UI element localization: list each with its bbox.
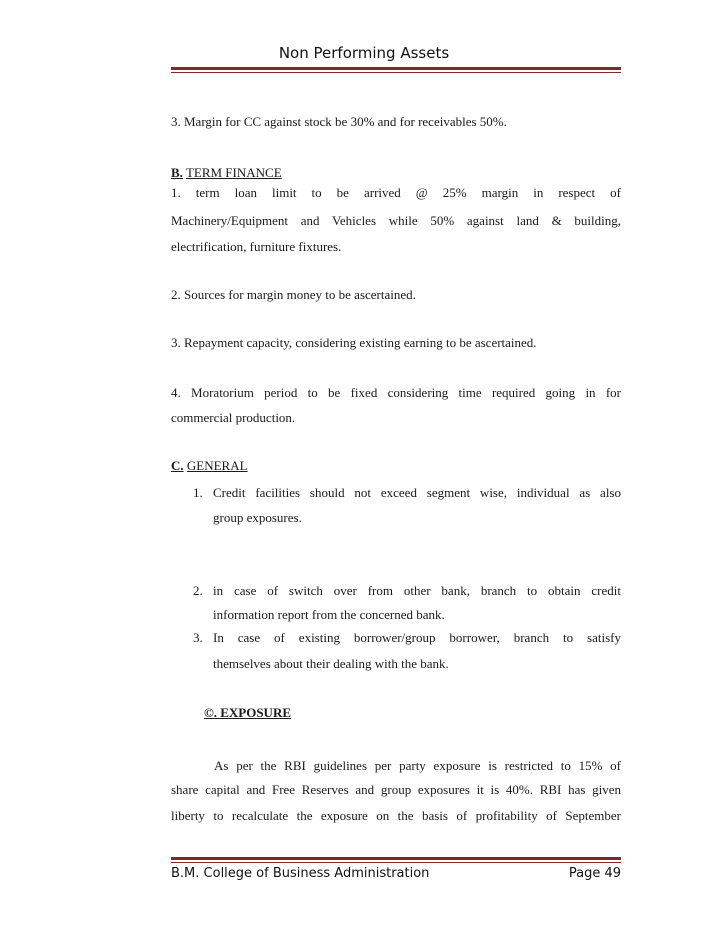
term-item-4-line1: 4. Moratorium period to be fixed considering time required going in for xyxy=(171,385,621,400)
general-item-2-line2: information report from the concerned bank. xyxy=(213,607,445,622)
general-item-1-line2: group exposures. xyxy=(213,510,302,525)
exposure-paragraph-line2: share capital and Free Reserves and group exposures it is 40%. RBI has given xyxy=(171,782,621,797)
margin-cc-paragraph: 3. Margin for CC against stock be 30% and for receivables 50%. xyxy=(171,114,507,129)
page-header-title: Non Performing Assets xyxy=(278,44,450,62)
general-item-3-number: 3. xyxy=(193,630,203,645)
term-item-4-line2: commercial production. xyxy=(171,410,296,425)
general-item-1-line1: Credit facilities should not exceed segment wise, individual as also xyxy=(213,485,621,500)
footer-college-name: B.M. College of Business Administration xyxy=(171,866,430,881)
footer-page-number: Page 49 xyxy=(568,866,621,881)
term-item-2: 2. Sources for margin money to be ascertained. xyxy=(171,287,416,302)
term-item-3: 3. Repayment capacity, considering existing earning to be ascertained. xyxy=(171,335,537,350)
footer-rule-thin xyxy=(171,862,621,863)
footer-rule-thick xyxy=(171,857,621,860)
section-c-title: GENERAL xyxy=(186,458,248,473)
section-c-letter: C. xyxy=(171,458,184,473)
general-item-3-line2: themselves about their dealing with the bank. xyxy=(213,656,449,671)
section-c-heading xyxy=(171,453,621,479)
term-item-1-line1: 1. term loan limit to be arrived @ 25% margin in respect of xyxy=(171,185,621,200)
header-rule-thick xyxy=(171,67,621,70)
term-item-1-line2: Machinery/Equipment and Vehicles while 50% against land & building, xyxy=(171,213,621,228)
section-b-title: TERM FINANCE xyxy=(185,165,282,180)
exposure-paragraph-line1: As per the RBI guidelines per party exposure is restricted to 15% of xyxy=(214,758,621,773)
exposure-paragraph-line3: liberty to recalculate the exposure on the basis of profitability of September xyxy=(171,808,621,823)
exposure-heading xyxy=(204,700,504,726)
general-item-3-line1: In case of existing borrower/group borrower, branch to satisfy xyxy=(213,630,621,645)
section-b-letter: B. xyxy=(171,165,183,180)
general-item-2-line1: in case of switch over from other bank, branch to obtain credit xyxy=(213,583,621,598)
general-item-2-number: 2. xyxy=(193,583,203,598)
exposure-heading-text: ©. EXPOSURE xyxy=(204,705,292,720)
general-item-1-number: 1. xyxy=(193,485,203,500)
term-item-1-line3: electrification, furniture fixtures. xyxy=(171,239,342,254)
header-rule-thin xyxy=(171,72,621,73)
